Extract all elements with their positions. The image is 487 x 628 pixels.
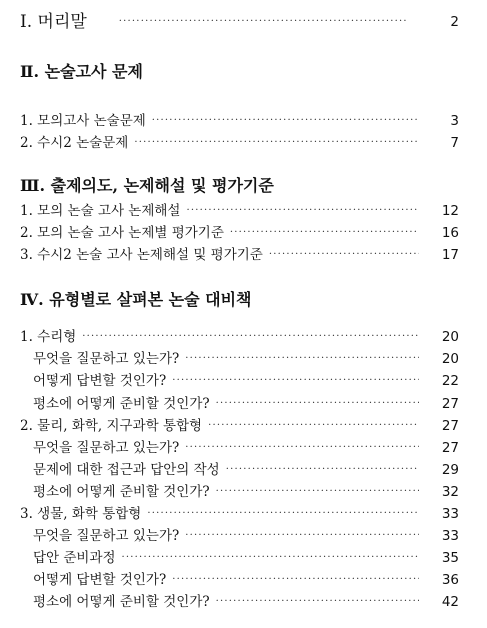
toc-entry bbox=[0, 245, 487, 265]
dot-leader bbox=[185, 349, 419, 369]
toc-page-number: 16 bbox=[441, 225, 459, 241]
toc-entry bbox=[0, 592, 487, 612]
toc-page-number: 27 bbox=[441, 396, 459, 412]
toc-entry bbox=[0, 460, 487, 480]
toc-page-number: 17 bbox=[441, 247, 459, 263]
dot-leader bbox=[147, 504, 419, 524]
toc-entry-title: 2. 수시2 논술문제 bbox=[20, 135, 129, 151]
toc-entry bbox=[0, 416, 487, 436]
toc-entry-title: 어떻게 답변할 것인가? bbox=[33, 373, 167, 389]
dot-leader bbox=[82, 327, 419, 347]
dot-leader bbox=[185, 526, 419, 546]
dot-leader bbox=[185, 438, 419, 458]
toc-entry bbox=[0, 482, 487, 502]
toc-entry-title: 1. 모의 논술 고사 논제해설 bbox=[20, 203, 181, 219]
toc-page-number: 36 bbox=[441, 572, 459, 588]
dot-leader bbox=[216, 592, 419, 612]
toc-entry bbox=[0, 570, 487, 590]
toc-page-number: 2 bbox=[450, 14, 459, 30]
toc-entry bbox=[0, 526, 487, 546]
toc-entry bbox=[0, 111, 487, 131]
toc-entry-title: 1. 모의고사 논술문제 bbox=[20, 113, 146, 129]
toc-entry-title: 3. 생물, 화학 통합형 bbox=[20, 506, 142, 522]
toc-page-number: 33 bbox=[441, 528, 459, 544]
toc-page-number: 33 bbox=[441, 506, 459, 522]
section-heading-3 bbox=[0, 176, 487, 196]
dot-leader bbox=[230, 223, 419, 243]
toc-entry-title: Ⅰ. 머리말 bbox=[20, 12, 87, 32]
section-heading-4 bbox=[0, 290, 487, 310]
toc-entry bbox=[0, 223, 487, 243]
toc-page-number: 7 bbox=[450, 135, 459, 151]
toc-entry-intro bbox=[0, 12, 487, 32]
toc-entry-title: 2. 모의 논술 고사 논제별 평가기준 bbox=[20, 225, 224, 241]
section-heading: Ⅲ. 출제의도, 논제해설 및 평가기준 bbox=[20, 176, 274, 195]
toc-page-number: 27 bbox=[441, 440, 459, 456]
toc-entry bbox=[0, 349, 487, 369]
toc-entry bbox=[0, 133, 487, 153]
toc-page-number: 35 bbox=[441, 550, 459, 566]
toc-page-number: 20 bbox=[441, 329, 459, 345]
dot-leader bbox=[172, 371, 419, 391]
dot-leader bbox=[134, 133, 419, 153]
toc-page-number: 27 bbox=[441, 418, 459, 434]
toc-entry-title: 무엇을 질문하고 있는가? bbox=[33, 528, 180, 544]
toc-page-number: 22 bbox=[441, 373, 459, 389]
toc-page-number: 32 bbox=[441, 484, 459, 500]
dot-leader bbox=[186, 201, 419, 221]
section-heading-2 bbox=[0, 62, 487, 82]
dot-leader bbox=[216, 394, 419, 414]
toc-page-number: 3 bbox=[450, 113, 459, 129]
toc-entry bbox=[0, 438, 487, 458]
toc-entry-title: 답안 준비과정 bbox=[33, 550, 116, 566]
toc-entry-title: 2. 물리, 화학, 지구과학 통합형 bbox=[20, 418, 203, 434]
toc-page-number: 42 bbox=[441, 594, 459, 610]
toc-page-number: 12 bbox=[441, 203, 459, 219]
toc-entry bbox=[0, 394, 487, 414]
section-heading: Ⅱ. 논술고사 문제 bbox=[20, 62, 143, 81]
toc-entry-title: 평소에 어떻게 준비할 것인가? bbox=[33, 484, 210, 500]
dot-leader bbox=[122, 548, 419, 568]
toc-entry-title: 어떻게 답변할 것인가? bbox=[33, 572, 167, 588]
section-heading: Ⅳ. 유형별로 살펴본 논술 대비책 bbox=[20, 290, 252, 309]
toc-entry-title: 3. 수시2 논술 고사 논제해설 및 평가기준 bbox=[20, 247, 263, 263]
dot-leader bbox=[216, 482, 419, 502]
dot-leader bbox=[172, 570, 419, 590]
toc-entry-title: 무엇을 질문하고 있는가? bbox=[33, 440, 180, 456]
toc-entry bbox=[0, 327, 487, 347]
toc-entry bbox=[0, 371, 487, 391]
toc-page-number: 20 bbox=[441, 351, 459, 367]
toc-entry-title: 문제에 대한 접근과 답안의 작성 bbox=[33, 462, 220, 478]
dot-leader bbox=[226, 460, 419, 480]
toc-entry bbox=[0, 201, 487, 221]
toc-entry-title: 평소에 어떻게 준비할 것인가? bbox=[33, 594, 210, 610]
toc-entry-title: 무엇을 질문하고 있는가? bbox=[33, 351, 180, 367]
dot-leader bbox=[269, 245, 419, 265]
dot-leader bbox=[119, 12, 407, 32]
toc-entry bbox=[0, 504, 487, 524]
dot-leader bbox=[208, 416, 419, 436]
toc-entry bbox=[0, 548, 487, 568]
toc-entry-title: 평소에 어떻게 준비할 것인가? bbox=[33, 396, 210, 412]
toc-entry-title: 1. 수리형 bbox=[20, 329, 77, 345]
toc-page-number: 29 bbox=[441, 462, 459, 478]
dot-leader bbox=[152, 111, 419, 131]
